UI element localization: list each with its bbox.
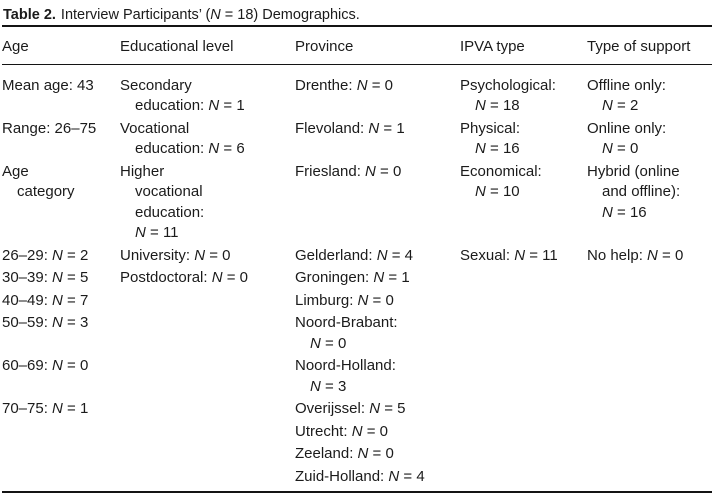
column-header-province: Province — [295, 26, 460, 64]
table-cell: 40–49: N = 7 — [2, 291, 89, 309]
table-cell: Psychological: N = 18 — [460, 76, 556, 114]
table-cell — [460, 467, 587, 493]
table-row — [2, 399, 712, 422]
table-cell: Range: 26–75 — [2, 119, 97, 137]
table-cell — [587, 444, 712, 467]
table-row — [2, 467, 712, 493]
table-body — [2, 64, 712, 492]
table-cell: Mean age: 43 — [2, 76, 94, 94]
table-cell — [120, 313, 295, 356]
table-cell: 60–69: N = 0 — [2, 357, 89, 374]
table-row — [2, 444, 712, 467]
table-cell: Friesland: N = 0 — [295, 162, 402, 180]
table-cell: Flevoland: N = 1 — [295, 119, 405, 137]
table-cell — [587, 291, 712, 314]
table-cell: Zeeland: N = 0 — [295, 445, 394, 462]
table-cell — [587, 399, 712, 422]
table-cell — [460, 291, 587, 314]
column-header-ipva-type: IPVA type — [460, 26, 587, 64]
table-cell: 70–75: N = 1 — [2, 400, 89, 417]
table-cell: Secondary education: N = 1 — [120, 76, 245, 114]
table-cell: Hybrid (online and offline): N = 16 — [587, 162, 681, 221]
table-cell: Gelderland: N = 4 — [295, 246, 413, 264]
table-cell: Postdoctoral: N = 0 — [120, 269, 248, 286]
table-cell: Noord-Holland: N = 3 — [295, 357, 396, 395]
table-cell: Online only: N = 0 — [587, 119, 667, 157]
table-cell: Offline only: N = 2 — [587, 76, 666, 114]
table-row — [2, 246, 712, 269]
table-title-text: Interview Participants’ (N = 18) Demographics. — [60, 7, 360, 23]
column-header-educational-level: Educational level — [120, 26, 295, 64]
table-cell: Zuid-Holland: N = 4 — [295, 467, 425, 485]
table-cell: 50–59: N = 3 — [2, 314, 89, 331]
table-cell — [587, 467, 712, 493]
table-cell — [120, 356, 295, 399]
table-cell — [120, 291, 295, 314]
table-cell — [120, 444, 295, 467]
table-cell: Overijssel: N = 5 — [295, 400, 406, 417]
table-cell: Groningen: N = 1 — [295, 269, 410, 286]
table-row — [2, 422, 712, 445]
table-cell — [2, 422, 120, 445]
table-cell — [587, 356, 712, 399]
table-row — [2, 291, 712, 314]
header-row — [2, 26, 712, 64]
table-row — [2, 313, 712, 356]
table-cell — [120, 399, 295, 422]
table-cell — [120, 467, 295, 493]
table-cell — [460, 268, 587, 291]
table-cell: Physical: N = 16 — [460, 119, 521, 157]
table-row — [2, 162, 712, 246]
table-cell: Economical: N = 10 — [460, 162, 542, 200]
table-cell: 30–39: N = 5 — [2, 269, 89, 286]
table-cell — [460, 356, 587, 399]
table-cell: No help: N = 0 — [587, 246, 684, 264]
table-cell — [460, 422, 587, 445]
table-cell: Drenthe: N = 0 — [295, 76, 393, 94]
demographics-table — [2, 25, 712, 493]
table-cell: Limburg: N = 0 — [295, 291, 394, 309]
table-cell — [460, 444, 587, 467]
table-cell — [587, 422, 712, 445]
table-row — [2, 356, 712, 399]
table-cell: Sexual: N = 11 — [460, 246, 558, 264]
column-header-type-of-support: Type of support — [587, 26, 712, 64]
table-cell — [120, 422, 295, 445]
table-cell: Utrecht: N = 0 — [295, 422, 388, 440]
table-cell: Age category — [2, 162, 75, 200]
table-cell: Vocational education: N = 6 — [120, 119, 245, 157]
table-cell: University: N = 0 — [120, 246, 231, 264]
table-row — [2, 64, 712, 119]
table-cell — [2, 444, 120, 467]
table-cell — [587, 313, 712, 356]
table-cell — [460, 313, 587, 356]
table-cell: 26–29: N = 2 — [2, 246, 89, 264]
table-cell: Noord-Brabant: N = 0 — [295, 314, 398, 352]
table-title — [3, 6, 712, 25]
table-cell — [2, 467, 120, 493]
table-row — [2, 268, 712, 291]
column-header-age: Age — [2, 26, 120, 64]
table-cell — [587, 268, 712, 291]
table-cell — [460, 399, 587, 422]
table-title-label: Table 2. — [3, 7, 56, 23]
table-cell: Higher vocational education: N = 11 — [120, 162, 205, 241]
table-row — [2, 119, 712, 162]
